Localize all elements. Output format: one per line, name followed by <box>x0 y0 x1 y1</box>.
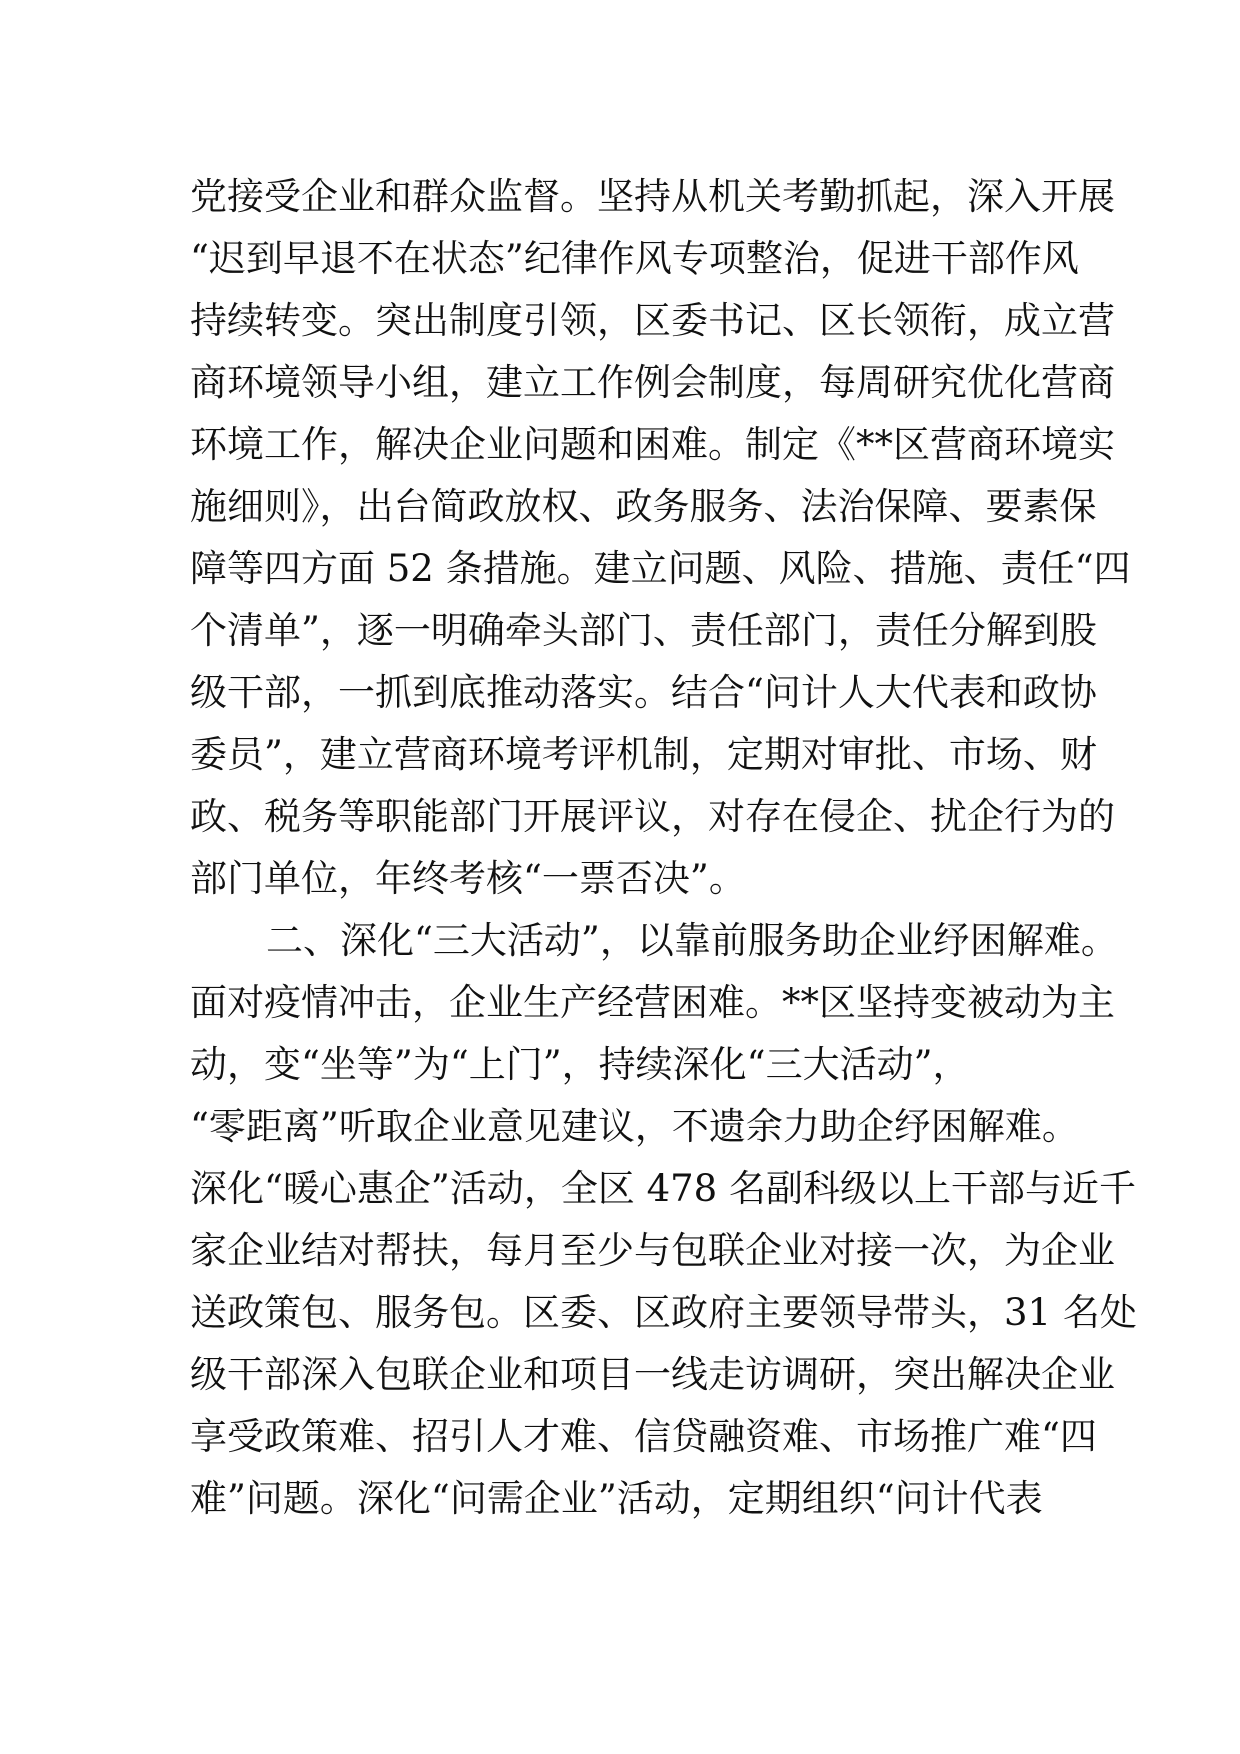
text-line: 商环境领导小组，建立工作例会制度，每周研究优化营商 <box>190 361 1115 404</box>
body-text <box>190 166 1137 1530</box>
text-line: 政、税务等职能部门开展评议，对存在侵企、扰企行为的 <box>190 795 1115 838</box>
text-line: 委员”，建立营商环境考评机制，定期对审批、市场、财 <box>190 733 1097 776</box>
text-line: 难”问题。深化“问需企业”活动，定期组织“问计代表 <box>190 1477 1043 1520</box>
text-line: 面对疫情冲击，企业生产经营困难。**区坚持变被动为主 <box>190 981 1115 1024</box>
text-line: 个清单”，逐一明确牵头部门、责任部门，责任分解到股 <box>190 609 1097 652</box>
text-line: 享受政策难、招引人才难、信贷融资难、市场推广难“四 <box>190 1415 1097 1458</box>
text-line: 党接受企业和群众监督。坚持从机关考勤抓起，深入开展 <box>190 175 1115 218</box>
text-line: 部门单位，年终考核“一票否决”。 <box>190 857 746 900</box>
text-line: 级干部深入包联企业和项目一线走访调研，突出解决企业 <box>190 1353 1115 1396</box>
text-line: “零距离”听取企业意见建议，不遗余力助企纾困解难。 <box>190 1105 1079 1148</box>
text-line: 障等四方面 52 条措施。建立问题、风险、措施、责任“四 <box>190 547 1131 590</box>
text-line: “迟到早退不在状态”纪律作风专项整治，促进干部作风 <box>190 237 1079 280</box>
text-line: 持续转变。突出制度引领，区委书记、区长领衔，成立营 <box>190 299 1115 342</box>
text-line: 施细则》，出台简政放权、政务服务、法治保障、要素保 <box>190 485 1097 528</box>
text-line: 动，变“坐等”为“上门”，持续深化“三大活动”， <box>190 1043 970 1086</box>
text-line: 级干部，一抓到底推动落实。结合“问计人大代表和政协 <box>190 671 1097 714</box>
section-heading-line: 二、深化“三大活动”，以靠前服务助企业纾困解难。 <box>266 919 1118 962</box>
text-line: 深化“暖心惠企”活动，全区 478 名副科级以上干部与近千 <box>190 1167 1136 1210</box>
text-line: 送政策包、服务包。区委、区政府主要领导带头，31 名处 <box>190 1291 1137 1334</box>
text-line: 环境工作，解决企业问题和困难。制定《**区营商环境实 <box>190 423 1115 466</box>
text-line: 家企业结对帮扶，每月至少与包联企业对接一次，为企业 <box>190 1229 1115 1272</box>
